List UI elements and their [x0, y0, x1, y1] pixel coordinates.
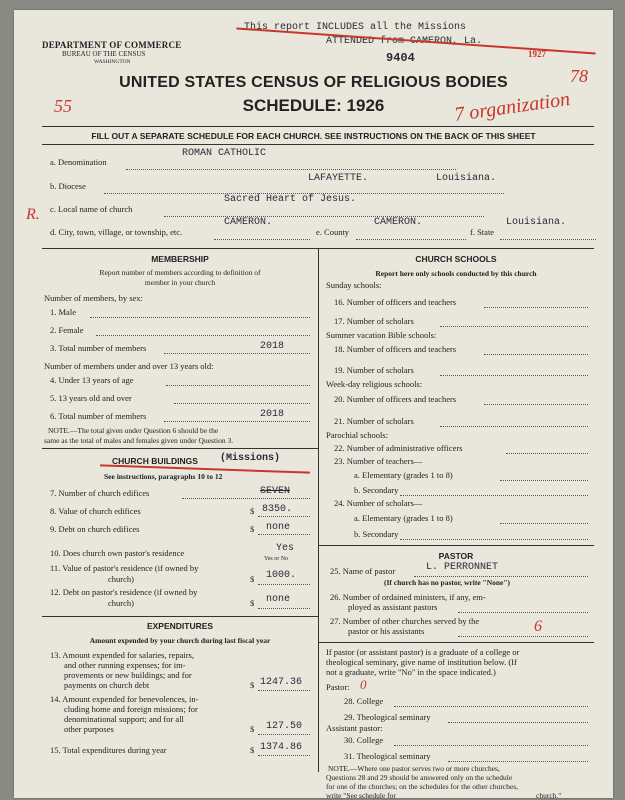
q5-label: 5. 13 years old and over [50, 393, 132, 403]
q13-dollar: $ [250, 680, 255, 690]
q14-label-c: denominational support; and for all [64, 714, 184, 724]
pastor-note1: NOTE.—Where one pastor serves two or more churches, [328, 764, 500, 773]
membership-sub1: Report number of members according to definition of [99, 268, 261, 277]
bureau-label: BUREAU OF THE CENSUS [62, 50, 146, 58]
q11-label-b: church) [108, 574, 134, 584]
q10-value: Yes [276, 543, 295, 554]
diocese-label: b. Diocese [50, 181, 86, 191]
graduate-note3: not a graduate, write "No" in the space indicated.) [326, 667, 496, 677]
missions-label: (Missions) [220, 453, 281, 464]
church-name-value: Sacred Heart of Jesus. [224, 194, 357, 205]
membership-heading: MEMBERSHIP [151, 254, 209, 264]
census-schedule-sheet [14, 10, 613, 798]
members-under-over: Number of members under and over 13 years old: [44, 361, 214, 371]
q26-label-b: ployed as assistant pastors [348, 602, 438, 612]
q26-label-a: 26. Number of ordained ministers, if any, em- [330, 592, 486, 602]
report-note-line1: This report INCLUDES all the Missions [244, 22, 467, 33]
q30-label: 30. College [344, 735, 384, 745]
q13-label-a: 13. Amount expended for salaries, repairs, [50, 650, 194, 660]
report-number: 9404 [386, 51, 415, 65]
q21-label: 21. Number of scholars [334, 416, 414, 426]
pastor-grad-label: Pastor: [326, 682, 350, 692]
q27-label-a: 27. Number of other churches served by the [330, 616, 480, 626]
state-value: Louisiana. [506, 217, 567, 228]
q13-value: 1247.36 [260, 677, 303, 688]
q1-label: 1. Male [50, 307, 76, 317]
q3-value: 2018 [260, 341, 285, 352]
q23-label: 23. Number of teachers— [334, 456, 423, 466]
city-field-label: d. City, town, village, or township, etc. [50, 227, 183, 237]
q2-label: 2. Female [50, 325, 84, 335]
membership-note2: same as the total of males and females given under Question 3. [44, 436, 234, 445]
q17-label: 17. Number of scholars [334, 316, 414, 326]
graduate-note2: theological seminary, give name of institution below. (If [326, 657, 517, 667]
q13-label-c: provements or new buildings; and for [64, 670, 192, 680]
q15-label: 15. Total expenditures during year [50, 745, 167, 755]
county-value: CAMERON. [374, 217, 423, 228]
denomination-label: a. Denomination [50, 157, 107, 167]
q8-value: 8350. [262, 504, 293, 515]
q31-label: 31. Theological seminary [344, 751, 431, 761]
expenditures-sub: Amount expended by your church during last fiscal year [89, 636, 271, 645]
pastor-note4b: church." [536, 791, 562, 798]
q24b-label: b. Secondary [354, 529, 399, 539]
q6-label: 6. Total number of members [50, 411, 147, 421]
q24-label: 24. Number of scholars— [334, 498, 423, 508]
report-note-line2: ATTENDED from CAMERON, La. [326, 36, 483, 47]
q11-value: 1000. [266, 570, 297, 581]
graduate-note1: If pastor (or assistant pastor) is a graduate of a college or [326, 647, 520, 657]
instruction-line: FILL OUT A SEPARATE SCHEDULE FOR EACH CHURCH. SEE INSTRUCTIONS ON THE BACK OF THIS SHEET [91, 131, 536, 141]
q23a-label: a. Elementary (grades 1 to 8) [354, 470, 453, 480]
denomination-value: ROMAN CATHOLIC [182, 148, 267, 159]
schools-heading: CHURCH SCHOOLS [415, 254, 497, 264]
q24a-label: a. Elementary (grades 1 to 8) [354, 513, 453, 523]
q14-dollar: $ [250, 724, 255, 734]
diocese-state: Louisiana. [436, 173, 497, 184]
q4-label: 4. Under 13 years of age [50, 375, 134, 385]
q14-label-a: 14. Amount expended for benevolences, in- [50, 694, 199, 704]
city-value: CAMERON. [224, 217, 273, 228]
q18-label: 18. Number of officers and teachers [334, 344, 457, 354]
q12-dollar: $ [250, 598, 255, 608]
expenditures-heading: EXPENDITURES [146, 621, 214, 631]
state-label: f. State [470, 227, 495, 237]
page-title: UNITED STATES CENSUS OF RELIGIOUS BODIES [119, 74, 508, 91]
q13-label-b: and other running expenses; for im- [64, 660, 186, 670]
margin-r-mark: 78 [570, 66, 588, 86]
q13-label-d: payments on church debt [64, 680, 150, 690]
q8-label: 8. Value of church edifices [50, 506, 141, 516]
pastor-note2: Questions 28 and 29 should be answered only on the schedule [326, 773, 513, 782]
q16-label: 16. Number of officers and teachers [334, 297, 457, 307]
q10-label: 10. Does church own pastor's residence [50, 548, 185, 558]
membership-note1: NOTE.—The total given under Question 6 should be the [48, 426, 219, 435]
margin-organization-note: 7 organization [452, 88, 572, 127]
margin-r-letter: R. [26, 206, 40, 223]
q14-value: 127.50 [266, 721, 303, 732]
sunday-schools: Sunday schools: [326, 280, 382, 290]
summer-schools: Summer vacation Bible schools: [326, 330, 437, 340]
q9-dollar: $ [250, 524, 255, 534]
q22-label: 22. Number of administrative officers [334, 443, 463, 453]
q27-value: 6 [534, 618, 542, 635]
department-label: DEPARTMENT OF COMMERCE [42, 40, 182, 50]
q11-dollar: $ [250, 574, 255, 584]
margin-number: 55 [54, 96, 72, 116]
q15-value: 1374.86 [260, 742, 303, 753]
q12-label-a: 12. Debt on pastor's residence (if owned by [50, 587, 198, 597]
buildings-see-instructions: See instructions, paragraphs 10 to 12 [104, 472, 223, 481]
q9-label: 9. Debt on church edifices [50, 524, 140, 534]
q25-value: L. PERRONNET [426, 562, 499, 573]
parochial-schools: Parochial schools: [326, 430, 389, 440]
pastor-note3: for one of the churches; on the schedules for the other churches, [326, 782, 519, 791]
q23b-label: b. Secondary [354, 485, 399, 495]
schools-sub: Report here only schools conducted by this church [375, 269, 537, 278]
pastor-note4: write "See schedule for [326, 791, 396, 798]
pastor-grad-mark: 0 [360, 677, 367, 692]
q27-label-b: pastor or his assistants [348, 626, 425, 636]
church-name-label: c. Local name of church [50, 204, 133, 214]
pastor-heading: PASTOR [438, 551, 474, 561]
q19-label: 19. Number of scholars [334, 365, 414, 375]
q6-value: 2018 [260, 409, 285, 420]
q12-value: none [266, 594, 291, 605]
city-label: WASHINGTON [94, 59, 131, 65]
members-by-sex: Number of members, by sex: [44, 293, 143, 303]
q29-label: 29. Theological seminary [344, 712, 431, 722]
buildings-heading: CHURCH BUILDINGS [112, 456, 198, 466]
county-label: e. County [316, 227, 350, 237]
q25-note: (If church has no pastor, write "None") [384, 578, 511, 587]
q15-dollar: $ [250, 745, 255, 755]
q7-label: 7. Number of church edifices [50, 488, 150, 498]
assistant-label: Assistant pastor: [326, 723, 383, 733]
yes-no-hint: Yes or No [264, 556, 289, 562]
diocese-value: LAFAYETTE. [308, 173, 369, 184]
q14-label-d: other purposes [64, 724, 114, 734]
q8-dollar: $ [250, 506, 255, 516]
q7-value: SEVEN [260, 486, 291, 497]
q12-label-b: church) [108, 598, 134, 608]
q9-value: none [266, 522, 291, 533]
q28-label: 28. College [344, 696, 384, 706]
membership-sub2: member in your church [144, 278, 216, 287]
weekday-schools: Week-day religious schools: [326, 379, 423, 389]
q11-label-a: 11. Value of pastor's residence (if owned by [50, 563, 199, 573]
q14-label-b: cluding home and foreign missions; for [64, 704, 198, 714]
schedule-title: SCHEDULE: 1926 [242, 96, 385, 115]
q20-label: 20. Number of officers and teachers [334, 394, 457, 404]
year-stamp: 1927 [528, 49, 546, 59]
q25-label: 25. Name of pastor [330, 566, 396, 576]
q3-label: 3. Total number of members [50, 343, 147, 353]
